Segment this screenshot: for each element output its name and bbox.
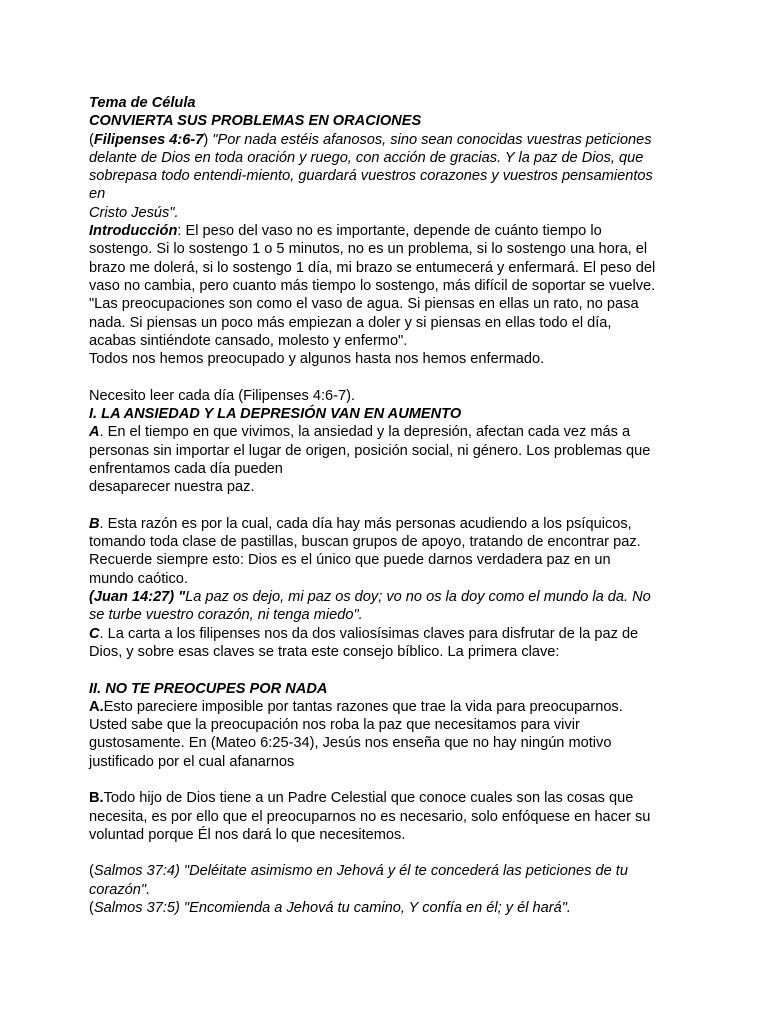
verse-text: sobrepasa todo entendi-miento, guardará vuestros corazones y vuestros pensamientos: [89, 168, 653, 185]
spacer: [89, 771, 689, 789]
verse-text: "Por nada estéis afanosos, sino sean conocidas vuestras peticiones: [208, 131, 652, 148]
paragraph-text: Todos nos hemos preocupado y algunos hasta nos hemos enfermado.: [89, 351, 545, 368]
paragraph-text: "Las preocupaciones son como el vaso de agua. Si piensas en ellas un rato, no pasa: [89, 296, 639, 313]
salmo-text: corazón".: [89, 881, 151, 898]
paragraph-text: : El peso del vaso no es importante, depende de cuánto tiempo lo: [177, 223, 602, 240]
paragraph-text: Recuerde siempre esto: Dios es el único que puede darnos verdadera paz en un: [89, 552, 611, 569]
section1-point-a: [89, 423, 689, 496]
section1-point-b: [89, 515, 689, 625]
spacer: [89, 497, 689, 515]
paragraph-text: Dios, y sobre esas claves se trata este consejo bíblico. La primera clave:: [89, 643, 560, 660]
point-label: B.: [89, 790, 104, 807]
verse-open-paren: (: [89, 131, 94, 148]
point-label: B: [89, 515, 100, 532]
paragraph-text: . Esta razón es por la cual, cada día hay más personas acudiendo a los psíquicos,: [99, 515, 632, 532]
verse-close-paren: ): [203, 131, 209, 148]
section2-point-a: [89, 698, 689, 771]
verse-ref: Filipenses 4:6-7: [93, 131, 204, 148]
paragraph-text: necesita, es por ello que el preocuparnos no es necesario, solo enfóquese en hacer su: [89, 808, 651, 825]
paragraph-text: . La carta a los filipenses nos da dos valiosísimas claves para disfrutar de la paz de: [99, 625, 639, 642]
paragraph-text: brazo me dolerá, si lo sostengo 1 día, mi brazo se entumecerá y enfermará. El peso del: [89, 259, 656, 276]
salmo-open-paren: (: [89, 863, 94, 880]
paragraph-text: justificado por el cual afanarnos: [89, 753, 295, 770]
paragraph-text: Esto pareciere imposible por tantas razones que trae la vida para preocuparnos.: [103, 698, 623, 715]
paragraph-text: acabas sintiéndote cansado, molesto y enfermo".: [89, 332, 408, 349]
document-page: [89, 94, 689, 917]
document-subtitle: CONVIERTA SUS PROBLEMAS EN ORACIONES: [89, 113, 422, 130]
paragraph-text: mundo caótico.: [89, 570, 188, 587]
paragraph-text: personas sin importar el lugar de origen, posición social, ni género. Los problemas que: [89, 442, 651, 459]
introduccion-paragraph: [89, 222, 689, 368]
paragraph-text: enfrentamos cada día pueden: [89, 460, 283, 477]
paragraph-text: . En el tiempo en que vivimos, la ansiedad y la depresión, afectan cada vez más a: [99, 424, 631, 441]
paragraph-text: gustosamente. En (Mateo 6:25-34), Jesús nos enseña que no hay ningún motivo: [89, 735, 612, 752]
verse-intro: [89, 131, 689, 222]
verse-text: delante de Dios en toda oración y ruego, con acción de gracias. Y la paz de Dios, que: [89, 149, 644, 166]
section1-heading: I. LA ANSIEDAD Y LA DEPRESIÓN VAN EN AUMENTO: [89, 406, 462, 423]
paragraph-text: tomando toda clase de pastillas, buscan grupos de apoyo, tratando de encontrar paz.: [89, 534, 641, 551]
salmo-open-paren: (: [89, 900, 94, 917]
point-label: C: [89, 625, 100, 642]
paragraph-text: Todo hijo de Dios tiene a un Padre Celestial que conoce cuales son las cosas que: [103, 790, 634, 807]
salmo-text: Salmos 37:4) "Deléitate asimismo en Jehová y él te concederá las peticiones de tu: [93, 863, 628, 880]
spacer: [89, 368, 689, 386]
introduccion-label: Introducción: [89, 223, 178, 240]
spacer: [89, 844, 689, 862]
verse-text: Cristo Jesús".: [89, 204, 179, 221]
paragraph-text: voluntad porque Él nos dará lo que necesitemos.: [89, 826, 406, 843]
juan-text: se turbe vuestro corazón, ni tenga miedo".: [89, 607, 363, 624]
section2-heading: II. NO TE PREOCUPES POR NADA: [89, 680, 328, 697]
document-title: Tema de Célula: [89, 95, 196, 111]
section2-point-b: [89, 789, 689, 844]
spacer: [89, 661, 689, 679]
paragraph-text: desaparecer nuestra paz.: [89, 479, 255, 496]
point-label: A: [89, 424, 100, 441]
salmos-quotes: [89, 862, 689, 917]
juan-ref: (Juan 14:27) ": [89, 589, 186, 606]
section1-point-c: [89, 625, 689, 662]
necesito-line: Necesito leer cada día (Filipenses 4:6-7).: [89, 387, 356, 404]
juan-text: La paz os dejo, mi paz os doy; vo no os la doy como el mundo la da. No: [185, 589, 651, 606]
paragraph-text: vaso no cambia, pero cuanto más tiempo lo sostengo, más difícil de soportar se vuelve.: [89, 277, 656, 294]
paragraph-text: sostengo. Si lo sostengo 1 o 5 minutos, no es un problema, si lo sostengo una hora, el: [89, 241, 648, 258]
paragraph-text: Usted sabe que la preocupación nos roba la paz que necesitamos para vivir: [89, 717, 580, 734]
verse-text: en: [89, 186, 106, 203]
point-label: A.: [89, 698, 104, 715]
paragraph-text: nada. Si piensas un poco más empiezan a doler y si piensas en ellas todo el día,: [89, 314, 612, 331]
salmo-text: Salmos 37:5) "Encomienda a Jehová tu camino, Y confía en él; y él hará".: [93, 900, 571, 917]
